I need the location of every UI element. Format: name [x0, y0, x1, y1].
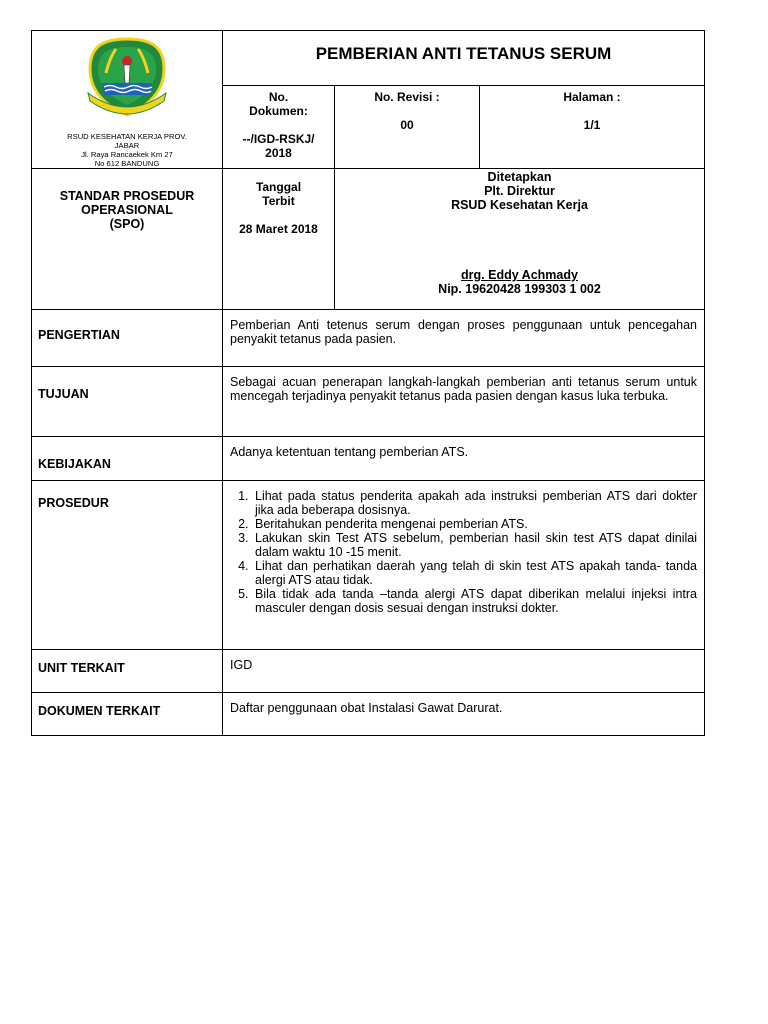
spo-label: STANDAR PROSEDUR OPERASIONAL (SPO) — [32, 169, 223, 310]
procedure-step: 4. Lihat dan perhatikan daerah yang telah di skin test ATS apakah tanda- tanda alergi ATS atau tidak. — [252, 559, 697, 587]
hospital-identity-cell — [32, 31, 223, 169]
section-body-unit-terkait: IGD — [223, 650, 705, 693]
procedure-step: 1. Lihat pada status penderita apakah ada instruksi pemberian ATS dari dokter jika ada beberapa dosisnya. — [252, 489, 697, 517]
approval-cell: Ditetapkan Plt. Direktur RSUD Kesehatan Kerja drg. Eddy Achmady Nip. 19620428 199303 1 002 — [335, 169, 705, 310]
page-number-cell: Halaman : 1/1 — [480, 85, 705, 168]
section-label-prosedur: PROSEDUR — [32, 481, 223, 650]
procedure-step: 2. Beritahukan penderita mengenai pemberian ATS. — [252, 517, 697, 531]
revision-cell: No. Revisi : 00 — [335, 85, 480, 168]
section-body-pengertian: Pemberian Anti tetenus serum dengan proses penggunaan untuk pencegahan penyakit tetanus pada pasien. — [223, 310, 705, 367]
signatory-name: drg. Eddy Achmady — [461, 268, 578, 282]
section-body-tujuan: Sebagai acuan penerapan langkah-langkah pemberian anti tetanus serum untuk mencegah terjadinya penyakit tetanus pada pasien dengan kasus luka terbuka. — [223, 367, 705, 437]
document-number-cell: No. Dokumen: --/IGD-RSKJ/ 2018 — [223, 85, 335, 168]
procedure-step: 3. Lakukan skin Test ATS sebelum, pemberian hasil skin test ATS dapat dinilai dalam waktu 10 -15 menit. — [252, 531, 697, 559]
section-label-pengertian: PENGERTIAN — [32, 310, 223, 367]
procedure-step: 5. Bila tidak ada tanda –tanda alergi ATS dapat diberikan melalui injeksi intra masculer dengan dosis sesuai dengan instruksi dokter. — [252, 587, 697, 615]
document-title: PEMBERIAN ANTI TETANUS SERUM — [223, 31, 705, 86]
section-label-tujuan: TUJUAN — [32, 367, 223, 437]
spo-document-table — [31, 30, 705, 736]
section-label-dokumen-terkait: DOKUMEN TERKAIT — [32, 693, 223, 736]
section-body-dokumen-terkait: Daftar penggunaan obat Instalasi Gawat Darurat. — [223, 693, 705, 736]
issue-date-cell: Tanggal Terbit 28 Maret 2018 — [223, 169, 335, 310]
signatory-nip: Nip. 19620428 199303 1 002 — [438, 282, 601, 296]
section-body-prosedur — [223, 481, 705, 650]
section-body-kebijakan: Adanya ketentuan tentang pemberian ATS. — [223, 437, 705, 481]
procedure-steps-list — [230, 489, 697, 615]
hospital-address: RSUD KESEHATAN KERJA PROV. JABAR Jl. Raya Rancaekek Km 27 No 612 BANDUNG — [67, 132, 187, 168]
section-label-unit-terkait: UNIT TERKAIT — [32, 650, 223, 693]
section-label-kebijakan: KEBIJAKAN — [32, 437, 223, 481]
west-java-emblem-icon — [80, 35, 174, 119]
